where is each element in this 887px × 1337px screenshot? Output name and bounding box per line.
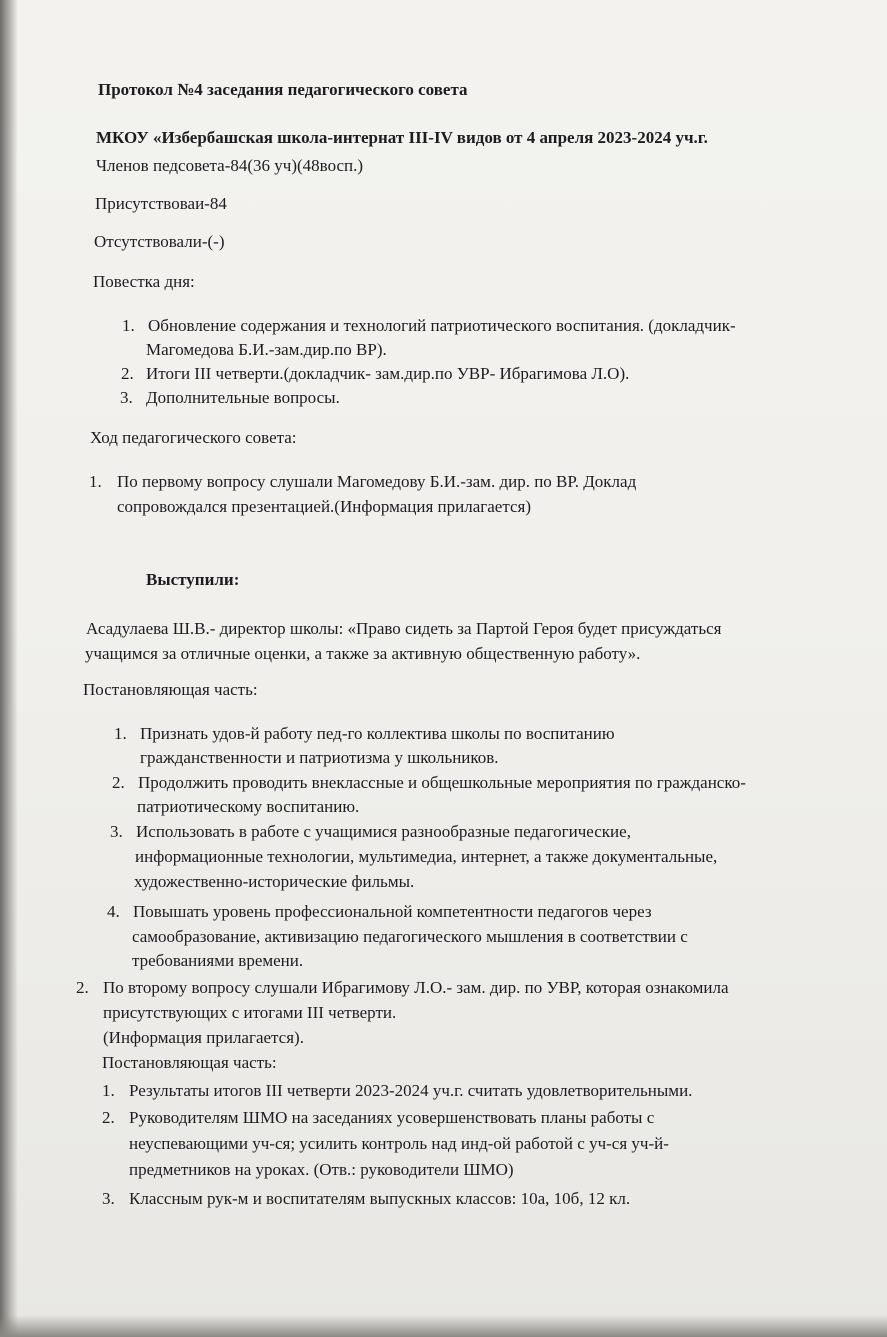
agenda-item-number: 2. <box>121 364 134 383</box>
proceedings-heading: Ход педагогического совета: <box>90 428 297 447</box>
agenda-item-number: 3. <box>120 388 133 407</box>
resolution-item-line: Использовать в работе с учащимися разнообразные педагогические, <box>136 822 631 841</box>
resolution-heading: Постановляющая часть: <box>102 1053 277 1072</box>
question-line: По первому вопросу слушали Магомедову Б.И.-зам. дир. по ВР. Доклад <box>117 472 637 491</box>
resolution-item-line: патриотическому воспитанию. <box>137 797 360 816</box>
present-count: Присутствоваи-84 <box>95 194 227 213</box>
question-number: 1. <box>89 472 102 491</box>
absent-count: Отсутствовали-(-) <box>94 232 225 251</box>
resolution-item-line: предметников на уроках. (Отв.: руководители ШМО) <box>129 1160 514 1179</box>
resolution-heading: Постановляющая часть: <box>83 680 258 699</box>
question-number: 2. <box>76 978 89 997</box>
resolution-item-number: 3. <box>110 822 123 841</box>
agenda-item-line: Итоги III четверти.(докладчик- зам.дир.по УВР- Ибрагимова Л.О). <box>146 364 630 383</box>
resolution-item-number: 2. <box>112 773 125 792</box>
question-line: присутствующих с итогами III четверти. <box>103 1003 397 1022</box>
page-edge-shadow <box>0 0 18 1337</box>
resolution-item-line: Классным рук-м и воспитателям выпускных классов: 10а, 10б, 12 кл. <box>129 1189 631 1208</box>
institution-line: МКОУ «Избербашская школа-интернат III-IV видов от 4 апреля 2023-2024 уч.г. <box>96 128 708 147</box>
question-line: По второму вопросу слушали Ибрагимову Л.О.- зам. дир. по УВР, которая ознакомила <box>103 978 729 997</box>
resolution-item-line: Руководителям ШМО на заседаниях усовершенствовать планы работы с <box>129 1108 655 1127</box>
question-line: сопровождался презентацией.(Информация прилагается) <box>117 497 531 516</box>
resolution-item-number: 1. <box>102 1081 115 1100</box>
resolution-item-line: информационные технологии, мультимедиа, интернет, а также документальные, <box>135 847 718 866</box>
resolution-item-line: неуспевающими уч-ся; усилить контроль над инд-ой работой с уч-ся уч-й- <box>129 1134 669 1153</box>
resolution-item-line: Повышать уровень профессиональной компетентности педагогов через <box>133 902 652 921</box>
agenda-item-line: Обновление содержания и технологий патриотического воспитания. (докладчик- <box>148 316 736 335</box>
resolution-item-line: гражданственности и патриотизма у школьников. <box>140 748 499 767</box>
agenda-heading: Повестка дня: <box>93 272 195 291</box>
page-bottom-shadow <box>0 1315 887 1337</box>
resolution-item-number: 4. <box>107 902 120 921</box>
agenda-item-line: Дополнительные вопросы. <box>146 388 340 407</box>
speakers-heading: Выступили: <box>146 570 240 589</box>
resolution-item-line: Продолжить проводить внеклассные и общешкольные мероприятия по гражданско- <box>138 773 746 792</box>
agenda-item-line: Магомедова Б.И.-зам.дир.по ВР). <box>146 340 387 359</box>
agenda-item-number: 1. <box>122 316 135 335</box>
resolution-item-number: 3. <box>102 1189 115 1208</box>
members-count: Членов педсовета-84(36 уч)(48восп.) <box>96 156 364 175</box>
speech-line: Асадулаева Ш.В.- директор школы: «Право сидеть за Партой Героя будет присуждаться <box>86 619 722 638</box>
resolution-item-line: художественно-исторические фильмы. <box>134 872 415 891</box>
resolution-item-line: Результаты итогов III четверти 2023-2024 уч.г. считать удовлетворительными. <box>129 1081 693 1100</box>
speech-line: учащимся за отличные оценки, а также за активную общественную работу». <box>85 644 641 663</box>
resolution-item-number: 2. <box>102 1108 115 1127</box>
resolution-item-line: самообразование, активизацию педагогического мышления в соответствии с <box>132 927 688 946</box>
document-title: Протокол №4 заседания педагогического совета <box>98 80 468 99</box>
resolution-item-line: Признать удов-й работу пед-го коллектива школы по воспитанию <box>140 724 615 743</box>
resolution-item-number: 1. <box>114 724 127 743</box>
question-line: (Информация прилагается). <box>103 1028 304 1047</box>
resolution-item-line: требованиями времени. <box>132 951 304 970</box>
